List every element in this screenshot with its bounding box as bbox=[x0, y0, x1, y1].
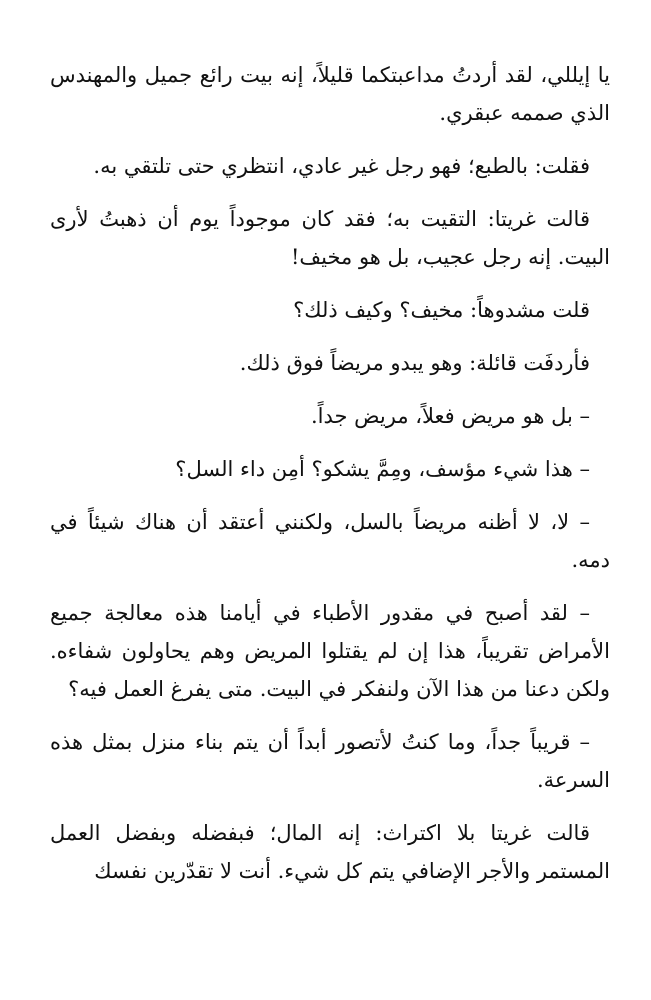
dialogue-line: – بل هو مريض فعلاً، مريض جداً. bbox=[310, 404, 590, 428]
dialogue-line: – لقد أصبح في مقدور الأطباء في أيامنا هذه معالجة جميع الأمراض تقريباً، هذا إن لم يقتلوا المريض وهم يحاولون شفاءه. ولكن دعنا من هذا الآن ولنفكر في البيت. متى يفرغ العمل فيه؟ bbox=[50, 601, 610, 701]
paragraph: فأردفَت قائلة: وهو يبدو مريضاً فوق ذلك. bbox=[239, 351, 590, 375]
paragraph: قلت مشدوهاً: مخيف؟ وكيف ذلك؟ bbox=[293, 298, 590, 322]
paragraph: فقلت: بالطبع؛ فهو رجل غير عادي، انتظري حتى تلتقي به. bbox=[93, 154, 590, 178]
paragraph: قالت غريتا بلا اكتراث: إنه المال؛ فبفضله وبفضل العمل المستمر والأجر الإضافي يتم كل شيء. أنت لا تقدّرين نفسك bbox=[50, 821, 610, 883]
book-page bbox=[50, 56, 610, 905]
dialogue-line: – هذا شيء مؤسف، ومِمَّ يشكو؟ أمِن داء السل؟ bbox=[175, 457, 590, 481]
paragraph: يا إيللي، لقد أردتُ مداعبتكما قليلاً، إنه بيت رائع جميل والمهندس الذي صممه عبقري. bbox=[50, 63, 610, 125]
paragraph: قالت غريتا: التقيت به؛ فقد كان موجوداً يوم أن ذهبتُ لأرى البيت. إنه رجل عجيب، بل هو مخيف! bbox=[50, 207, 610, 269]
dialogue-line: – لا، لا أظنه مريضاً بالسل، ولكنني أعتقد أن هناك شيئاً في دمه. bbox=[50, 510, 610, 572]
dialogue-line: – قريباً جداً، وما كنتُ لأتصور أبداً أن يتم بناء منزل بمثل هذه السرعة. bbox=[50, 730, 610, 792]
